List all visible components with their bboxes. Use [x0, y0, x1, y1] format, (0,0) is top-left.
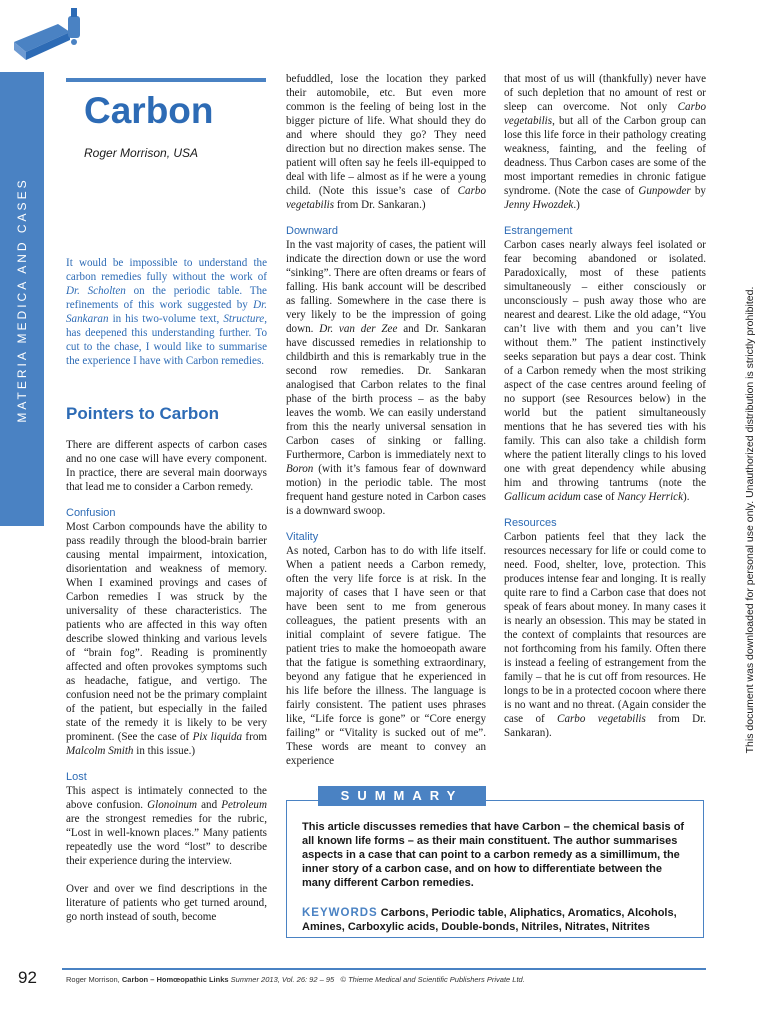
column-2	[286, 72, 486, 768]
heading-estrangement: Estrangement	[504, 225, 573, 237]
column-3	[504, 72, 706, 740]
col1-paragraph: There are different aspects of carbon cases and no one case will have every component. In practice, there are several main doorways that lead me to consider a Carbon remedy.	[66, 439, 267, 493]
article-title: Carbon	[84, 90, 214, 131]
estrangement-paragraph: Carbon cases nearly always feel isolated or fear becoming abandoned or isolated. Paradoxically, most of these patients simultaneously – either consciously or unconsciously – push away those who are nearest and dearest. Like the old adage, “You can’t live with them and you can’t live without them.” The patient instinctively seeks separation but pays a dear cost. Think of a Carbon remedy when the most striking aspect of the case centres around feeling of no support (see Resources below) in the world but the patient simultaneously mentions that he has severed ties with his family. This can also take a childish form where the patient literally clings to his loved one with great dependency while abusing him and throwing tantrums (note the Gallicum acidum case of Nancy Herrick).	[504, 239, 706, 503]
footer-citation: Roger Morrison, Carbon – Homœopathic Links Summer 2013, Vol. 26: 92 – 95 © Thieme Medical and Scientific Publishers Private Ltd.	[66, 975, 525, 984]
download-notice: This document was downloaded for personal use only. Unauthorized distribution is strictly prohibited.	[744, 286, 756, 754]
resources-paragraph: Carbon patients feel that they lack the resources necessary for life or could come to need. Food, shelter, love, protection. This produces intense fear and longing. It is really quite rare to find a Carbon case that does not speak of fears about money. In many cases it is nearly an obsession. This may be stated in the context of complaints that resources are not forthcoming from his family. Often there is instead a feeling of estrangement from the family – that he is cut off from resources. He longs to be in a protected cocoon where there is no want and no threat. (Again consider the case of Carbo vegetabilis from Dr. Sankaran).	[504, 531, 706, 739]
title-rule	[66, 78, 266, 82]
page-number: 92	[18, 968, 37, 987]
heading-vitality: Vitality	[286, 531, 319, 543]
column-1	[66, 438, 267, 924]
lost-paragraph: This aspect is intimately connected to the above confusion. Glonoinum and Petroleum are the strongest remedies for the rubric, “Lost in well-known places.” Many patients repeatedly use the word “lost” to describe their experience during the interview.	[66, 785, 267, 867]
intro-paragraph: It would be impossible to understand the carbon remedies fully without the work of Dr. Scholten on the periodic table. The refinements of this work suggested by Dr. Sankaran in his two-volume text, Structure, has deepened this understanding further. To cut to the chase, I would like to summarise the experience I have with Carbon remedies.	[66, 257, 267, 367]
heading-downward: Downward	[286, 225, 338, 237]
col2-paragraph: befuddled, lose the location they parked their automobile, etc. But even more common is the feeling of being lost in the bigger picture of life. What should they do and where should they go? They need direction but no direction makes sense. The patient will often say he feels ill-equipped to deal with life – almost as if he were a young child. (Note this issue’s case of Carbo vegetabilis from Dr. Sankaran.)	[286, 73, 486, 211]
heading-lost: Lost	[66, 771, 87, 783]
confusion-paragraph: Most Carbon compounds have the ability to pass readily through the blood-brain barrier causing mental impairment, intoxication, disorientation and weakness of memory. When I examined provings and cases of Carbon remedies I was struck by the universality of these characteristics. The patients who are affected in this way often describe slowed thinking and various levels of “brain fog”. Reading is prominently affected and often provokes symptoms such as headache, fatigue, and vertigo. The confusion need not be the primary complaint of the patient, but especially in the failed state of the remedy it is likely to be very prominent. (See the case of Pix liquida from Malcolm Smith in this issue.)	[66, 521, 267, 757]
side-label: MATERIA MEDICA AND CASES	[15, 177, 29, 423]
homeopathy-logo-icon	[6, 2, 116, 70]
downward-paragraph: In the vast majority of cases, the patient will indicate the direction down or use the word “sinking”. There are often dreams or fears of falling. His bank account will be described as falling. Somewhere in the case there is very likely to be the impression of going down. Dr. van der Zee and Dr. Sankaran have discussed remedies in relationship to childbirth and this is remarkably true in the second row remedies. Dr. Sankaran analogised that Carbon relates to the final phase of the birth process – as the baby leaves the womb. We can easily understand from this the nearly universal sensation in Carbon cases of sinking or falling. Furthermore, Carbon is immediately next to Boron (with it’s famous fear of downward motion) in the periodic table. The most frequent hand gesture noted in Carbon cases is a downward swoop.	[286, 239, 486, 517]
col3-paragraph: that most of us will (thankfully) never have of such depletion that no amount of rest or sleep can overcome. Not only Carbo vegetabilis, but all of the Carbon group can lose this life force in their pathology creating weakness, fainting, and the feeling of deadness. Thus Carbon cases are some of the most important remedies in chronic fatigue syndrome. (Note the case of Gunpowder by Jenny Hwozdek.)	[504, 73, 706, 211]
heading-resources: Resources	[504, 517, 557, 529]
lost-paragraph-2: Over and over we find descriptions in the literature of patients who get turned around, go north instead of south, become	[66, 883, 267, 923]
keywords-label: KEYWORDS	[302, 907, 378, 919]
keywords	[302, 906, 694, 934]
keywords-list: Carbons, Periodic table, Aliphatics, Aromatics, Alcohols, Amines, Carboxylic acids, Double-bonds, Nitriles, Nitrates, Nitrites	[302, 907, 677, 933]
heading-confusion: Confusion	[66, 507, 116, 519]
vitality-paragraph: As noted, Carbon has to do with life itself. When a patient needs a Carbon remedy, often the very life force is at risk. In the majority of cases that I have seen or that have been sent to me from generous colleagues, the patient presents with an initial complaint of severe fatigue. The patient tries to make the homoeopath aware that the fatigue is something extraordinary, beyond any fatigue that he experienced in his life before the illness. The language is fairly consistent. The patient uses phrases like, “Life force is gone” or “Core energy failing” or “Vitality is sucked out of me”. These words are meant to convey an experience	[286, 545, 486, 767]
summary-text: This article discusses remedies that have Carbon – the chemical basis of all known life forms – as their main constituent. The author summarises aspects in a case that can point to a carbon remedy as a simillimum, the inner story of a carbon case, and on how to differentiate between the many different Carbon remedies.	[302, 821, 685, 889]
footer-rule	[62, 968, 706, 970]
author: Roger Morrison, USA	[84, 146, 199, 160]
summary-label: SUMMARY	[318, 786, 486, 806]
section-title: Pointers to Carbon	[66, 404, 220, 423]
